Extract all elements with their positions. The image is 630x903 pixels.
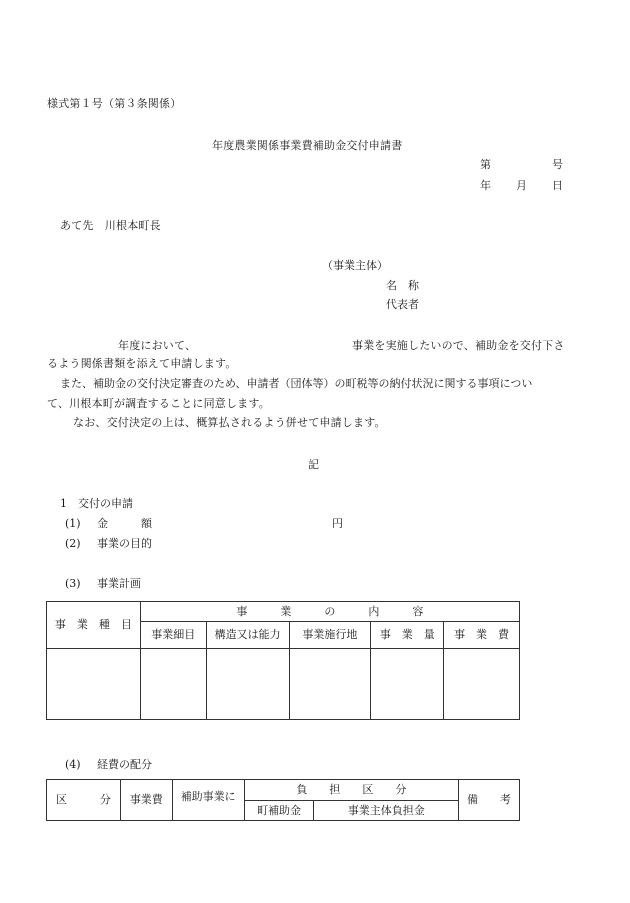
doc-number-dai: 第 xyxy=(480,158,491,171)
body-p3: なお、交付決定の上は、概算払されるよう併せて申請します。 xyxy=(73,416,386,429)
plan-col-structure: 構造又は能力 xyxy=(206,622,289,649)
body-p1-a: 年度において、 xyxy=(118,339,197,352)
item3-number: (3) xyxy=(65,577,81,590)
item2-number: (2) xyxy=(65,537,81,550)
expense-col-entity-burden: 事業主体負担金 xyxy=(314,801,459,821)
plan-cell-structure[interactable] xyxy=(206,649,289,720)
item1-number: (1) xyxy=(65,517,81,530)
item1-unit: 円 xyxy=(332,517,343,530)
plan-cell-type[interactable] xyxy=(47,649,141,720)
plan-cell-cost[interactable] xyxy=(444,649,520,720)
doc-number-go: 号 xyxy=(552,158,563,171)
expense-table xyxy=(46,779,520,821)
item1-label: 金 額 xyxy=(97,517,152,530)
expense-col-kubun: 区 分 xyxy=(47,780,121,821)
expense-group-header: 負 担 区 分 xyxy=(244,780,458,801)
applicant-rep-label: 代表者 xyxy=(386,298,419,311)
applicant-name-label: 名 称 xyxy=(386,279,419,292)
plan-cell-quantity[interactable] xyxy=(371,649,444,720)
date-month: 月 xyxy=(516,179,527,192)
item3-label: 事業計画 xyxy=(97,577,141,590)
body-p1-b: 事業を実施したいので、補助金を交付下さ xyxy=(352,339,565,352)
plan-cell-location[interactable] xyxy=(289,649,371,720)
plan-col-cost: 事 業 費 xyxy=(444,622,520,649)
plan-col-location: 事業施行地 xyxy=(289,622,371,649)
expense-col-town-subsidy: 町補助金 xyxy=(244,801,314,821)
expense-col-subsidy: 補助事業に xyxy=(172,780,244,821)
plan-col-quantity: 事 業 量 xyxy=(371,622,444,649)
plan-col-detail: 事業細目 xyxy=(140,622,206,649)
plan-group-header: 事 業 の 内 容 xyxy=(140,602,519,622)
form-number-label: 様式第１号（第３条関係） xyxy=(47,97,182,110)
date-year: 年 xyxy=(480,179,491,192)
ki-marker: 記 xyxy=(308,458,319,471)
document-title: 年度農業関係事業費補助金交付申請書 xyxy=(212,139,403,152)
plan-col-type: 事 業 種 目 xyxy=(47,602,141,649)
body-p1-c: るよう関係書類を添えて申請します。 xyxy=(47,357,237,370)
date-day: 日 xyxy=(552,179,563,192)
applicant-heading: （事業主体） xyxy=(322,259,388,272)
body-p2-b: て、川根本町が調査することに同意します。 xyxy=(47,397,270,410)
plan-table xyxy=(46,601,520,720)
section1-title: 1 交付の申請 xyxy=(60,497,133,510)
plan-cell-detail[interactable] xyxy=(140,649,206,720)
item4-label: 経費の配分 xyxy=(97,758,152,771)
item4-number: (4) xyxy=(65,758,81,771)
expense-col-note: 備 考 xyxy=(459,780,520,821)
addressee: あて先 川根本町長 xyxy=(60,219,161,232)
expense-col-cost: 事業費 xyxy=(120,780,172,821)
item2-label: 事業の目的 xyxy=(97,537,152,550)
body-p2-a: また、補助金の交付決定審査のため、申請者（団体等）の町税等の納付状況に関する事項につい xyxy=(60,377,533,390)
